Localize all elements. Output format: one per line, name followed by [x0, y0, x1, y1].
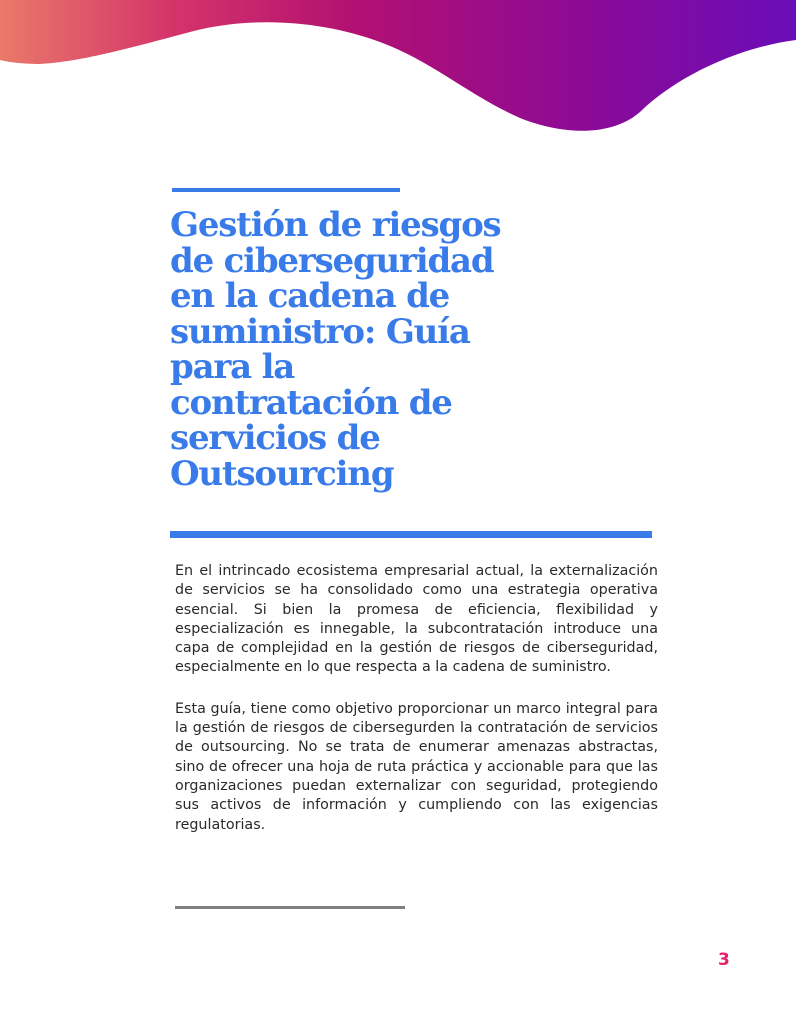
paragraph-2: Esta guía, tiene como objetivo proporcionar un marco integral para la gestión de riesgos de cibersegurden la contratación de servicios de outsourcing. No se trata de enumerar amenazas abstractas, sino de ofrecer una hoja de ruta práctica y accionable para que las organizaciones puedan externalizar con seguridad, protegiendo sus activos de información y cumpliendo con las exigencias regulatorias. [175, 700, 658, 833]
page-number: 3 [718, 950, 730, 970]
title-top-rule [172, 188, 400, 192]
document-title: Gestión de riesgos de ciberseguridad en la cadena de suministro: Guía para la contratación de servicios de Outsourcing [170, 205, 501, 494]
title-bottom-rule [170, 531, 652, 538]
header-wave-decoration [0, 0, 796, 140]
body-text [175, 562, 658, 857]
closing-rule [175, 906, 405, 909]
paragraph-1: En el intrincado ecosistema empresarial actual, la externalización de servicios se ha consolidado como una estrategia operativa esencial. Si bien la promesa de eficiencia, flexibilidad y especialización es innegable, la subcontratación introduce una capa de complejidad en la gestión de riesgos de ciberseguridad, especialmente en lo que respecta a la cadena de suministro. [175, 563, 658, 676]
